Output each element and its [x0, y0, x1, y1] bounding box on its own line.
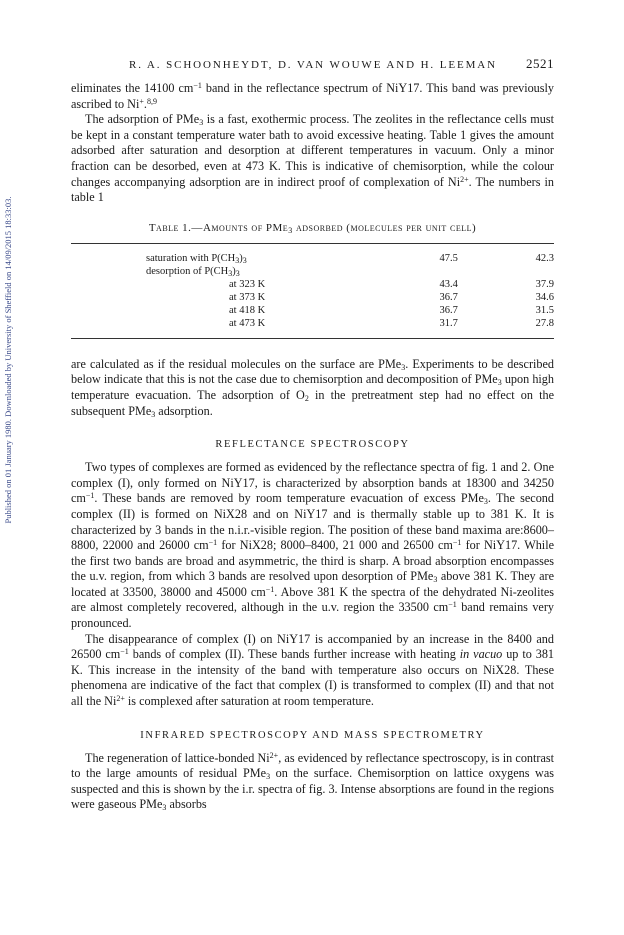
row-label: at 373 K	[229, 291, 266, 303]
cell-niy17: 47.5	[439, 252, 458, 264]
table-bottom-rule	[71, 338, 554, 339]
page-number: 2521	[526, 56, 554, 71]
paragraph-5: The disappearance of complex (I) on NiY17 is accompanied by an increase in the 8400 and 26500 $cm^{-1}$ bands of complex (II). These bands further increase with heating in vacuo up to 381 K. This increase in the intensity of the band with temperature also occurs on NiX28. These phenomena are indicative of the fact that complex (I) is transformed to complex (II) and that not all the $Ni^{2+}$ is complexed after saturation at room temperature.	[71, 631, 555, 709]
table-row	[71, 317, 554, 330]
row-label: at 418 K	[229, 304, 266, 316]
adsorption-table	[71, 252, 554, 330]
row-label: at 473 K	[229, 317, 266, 329]
cell-nix28: 31.5	[535, 304, 554, 316]
paragraph-1: eliminates the 14100 $cm^{-1}$ band in the reflectance spectrum of NiY17. This band was previously ascribed to Ni+.$^{8,9}$	[71, 81, 555, 111]
cell-nix28: 37.9	[535, 278, 554, 290]
cell-niy17: 36.7	[439, 304, 458, 316]
paragraph-3: are calculated as if the residual molecules on the surface are PMe$_3$. Experiments to be described below indicate that this is not the case due to chemisorption and decomposition of PMe$_3$ upon high temperature evacuation. The adsorption of $O_2$ in the pretreatment step had no effect on the subsequent PMe$_3$ adsorption.	[71, 356, 554, 419]
row-label: saturation with $P(CH_3)_3$	[146, 252, 247, 265]
cell-niy17: 31.7	[439, 317, 458, 329]
table-top-rule	[71, 243, 554, 244]
paragraph-6: The regeneration of lattice-bonded $Ni^{2+}$, as evidenced by reflectance spectroscopy, is in contrast to the large amounts of residual PMe$_3$ on the surface. Chemisorption on lattice oxygens was suspected and this is shown by the i.r. spectra of fig. 3. Intense absorptions are found in the regions were gaseous PMe$_3$ absorbs	[71, 750, 555, 813]
table-caption: Table 1.—Amounts of PMe$_3$ adsorbed (molecules per unit cell)	[148, 221, 477, 235]
cell-niy17: 36.7	[439, 291, 458, 303]
table-row	[71, 265, 554, 278]
section-heading-infrared: INFRARED SPECTROSCOPY AND MASS SPECTROMETRY	[140, 729, 485, 741]
journal-page	[71, 56, 554, 813]
table-row	[71, 291, 554, 304]
table-row	[71, 304, 554, 317]
section-heading-reflectance: REFLECTANCE SPECTROSCOPY	[215, 439, 410, 451]
table-row	[71, 252, 554, 265]
row-label: desorption of $P(CH_3)_3$	[146, 265, 240, 278]
download-watermark-text: Published on 01 January 1980. Downloaded by University of Sheffield on 14/09/2015 18:33:03.	[3, 196, 13, 524]
paragraph-2: The adsorption of PMe$_3$ is a fast, exothermic process. The zeolites in the reflectance cells must be kept in a constant temperature water bath to avoid excessive heating. Table 1 gives the amount adsorbed after saturation and desorption at different temperatures in vacuum. Only a minor fraction can be desorbed, even at 473 K. This is indicative of chemisorption, while the colour changes accompanying adsorption are in indirect proof of complexation of $Ni^{2+}$. The numbers in table 1	[71, 112, 554, 205]
cell-niy17: 43.4	[439, 278, 458, 290]
running-head: R. A. SCHOONHEYDT, D. VAN WOUWE AND H. LEEMAN	[129, 59, 497, 71]
download-watermark	[2, 150, 14, 570]
page-header	[71, 56, 554, 72]
row-label: at 323 K	[229, 278, 266, 290]
table-row	[71, 278, 554, 291]
paragraph-4: Two types of complexes are formed as evidenced by the reflectance spectra of fig. 1 and 2. One complex (I), only formed on NiY17, is characterized by absorption bands at 18300 and 34250 $cm^{-1}$. These bands are removed by room temperature evacuation of excess PMe$_3$. The second complex (II) is formed on NiX28 and on NiY17 and is thermally stable up to 381 K. It is characterized by 3 bands in the n.i.r.-visible region. The position of these band maxima are:8600–8800, 22000 and 26000 $cm^{-1}$ for NiX28; 8000–8400, 21 000 and 26500 $cm^{-1}$ for NiY17. While the first two bands are broad and asymmetric, the third is sharp. A broad absorption encompasses the u.v. region, from which 3 bands are resolved upon desorption of PMe$_3$ above 381 K. They are located at 33500, 38000 and 45000 $cm^{-1}$. Above 381 K the spectra of the dehydrated Ni-zeolites are almost completely recovered, although in the u.v. region the 33500 $cm^{-1}$ band remains very pronounced.	[71, 460, 554, 631]
cell-nix28: 27.8	[535, 317, 554, 329]
cell-nix28: 34.6	[535, 291, 554, 303]
cell-nix28: 42.3	[535, 252, 554, 264]
